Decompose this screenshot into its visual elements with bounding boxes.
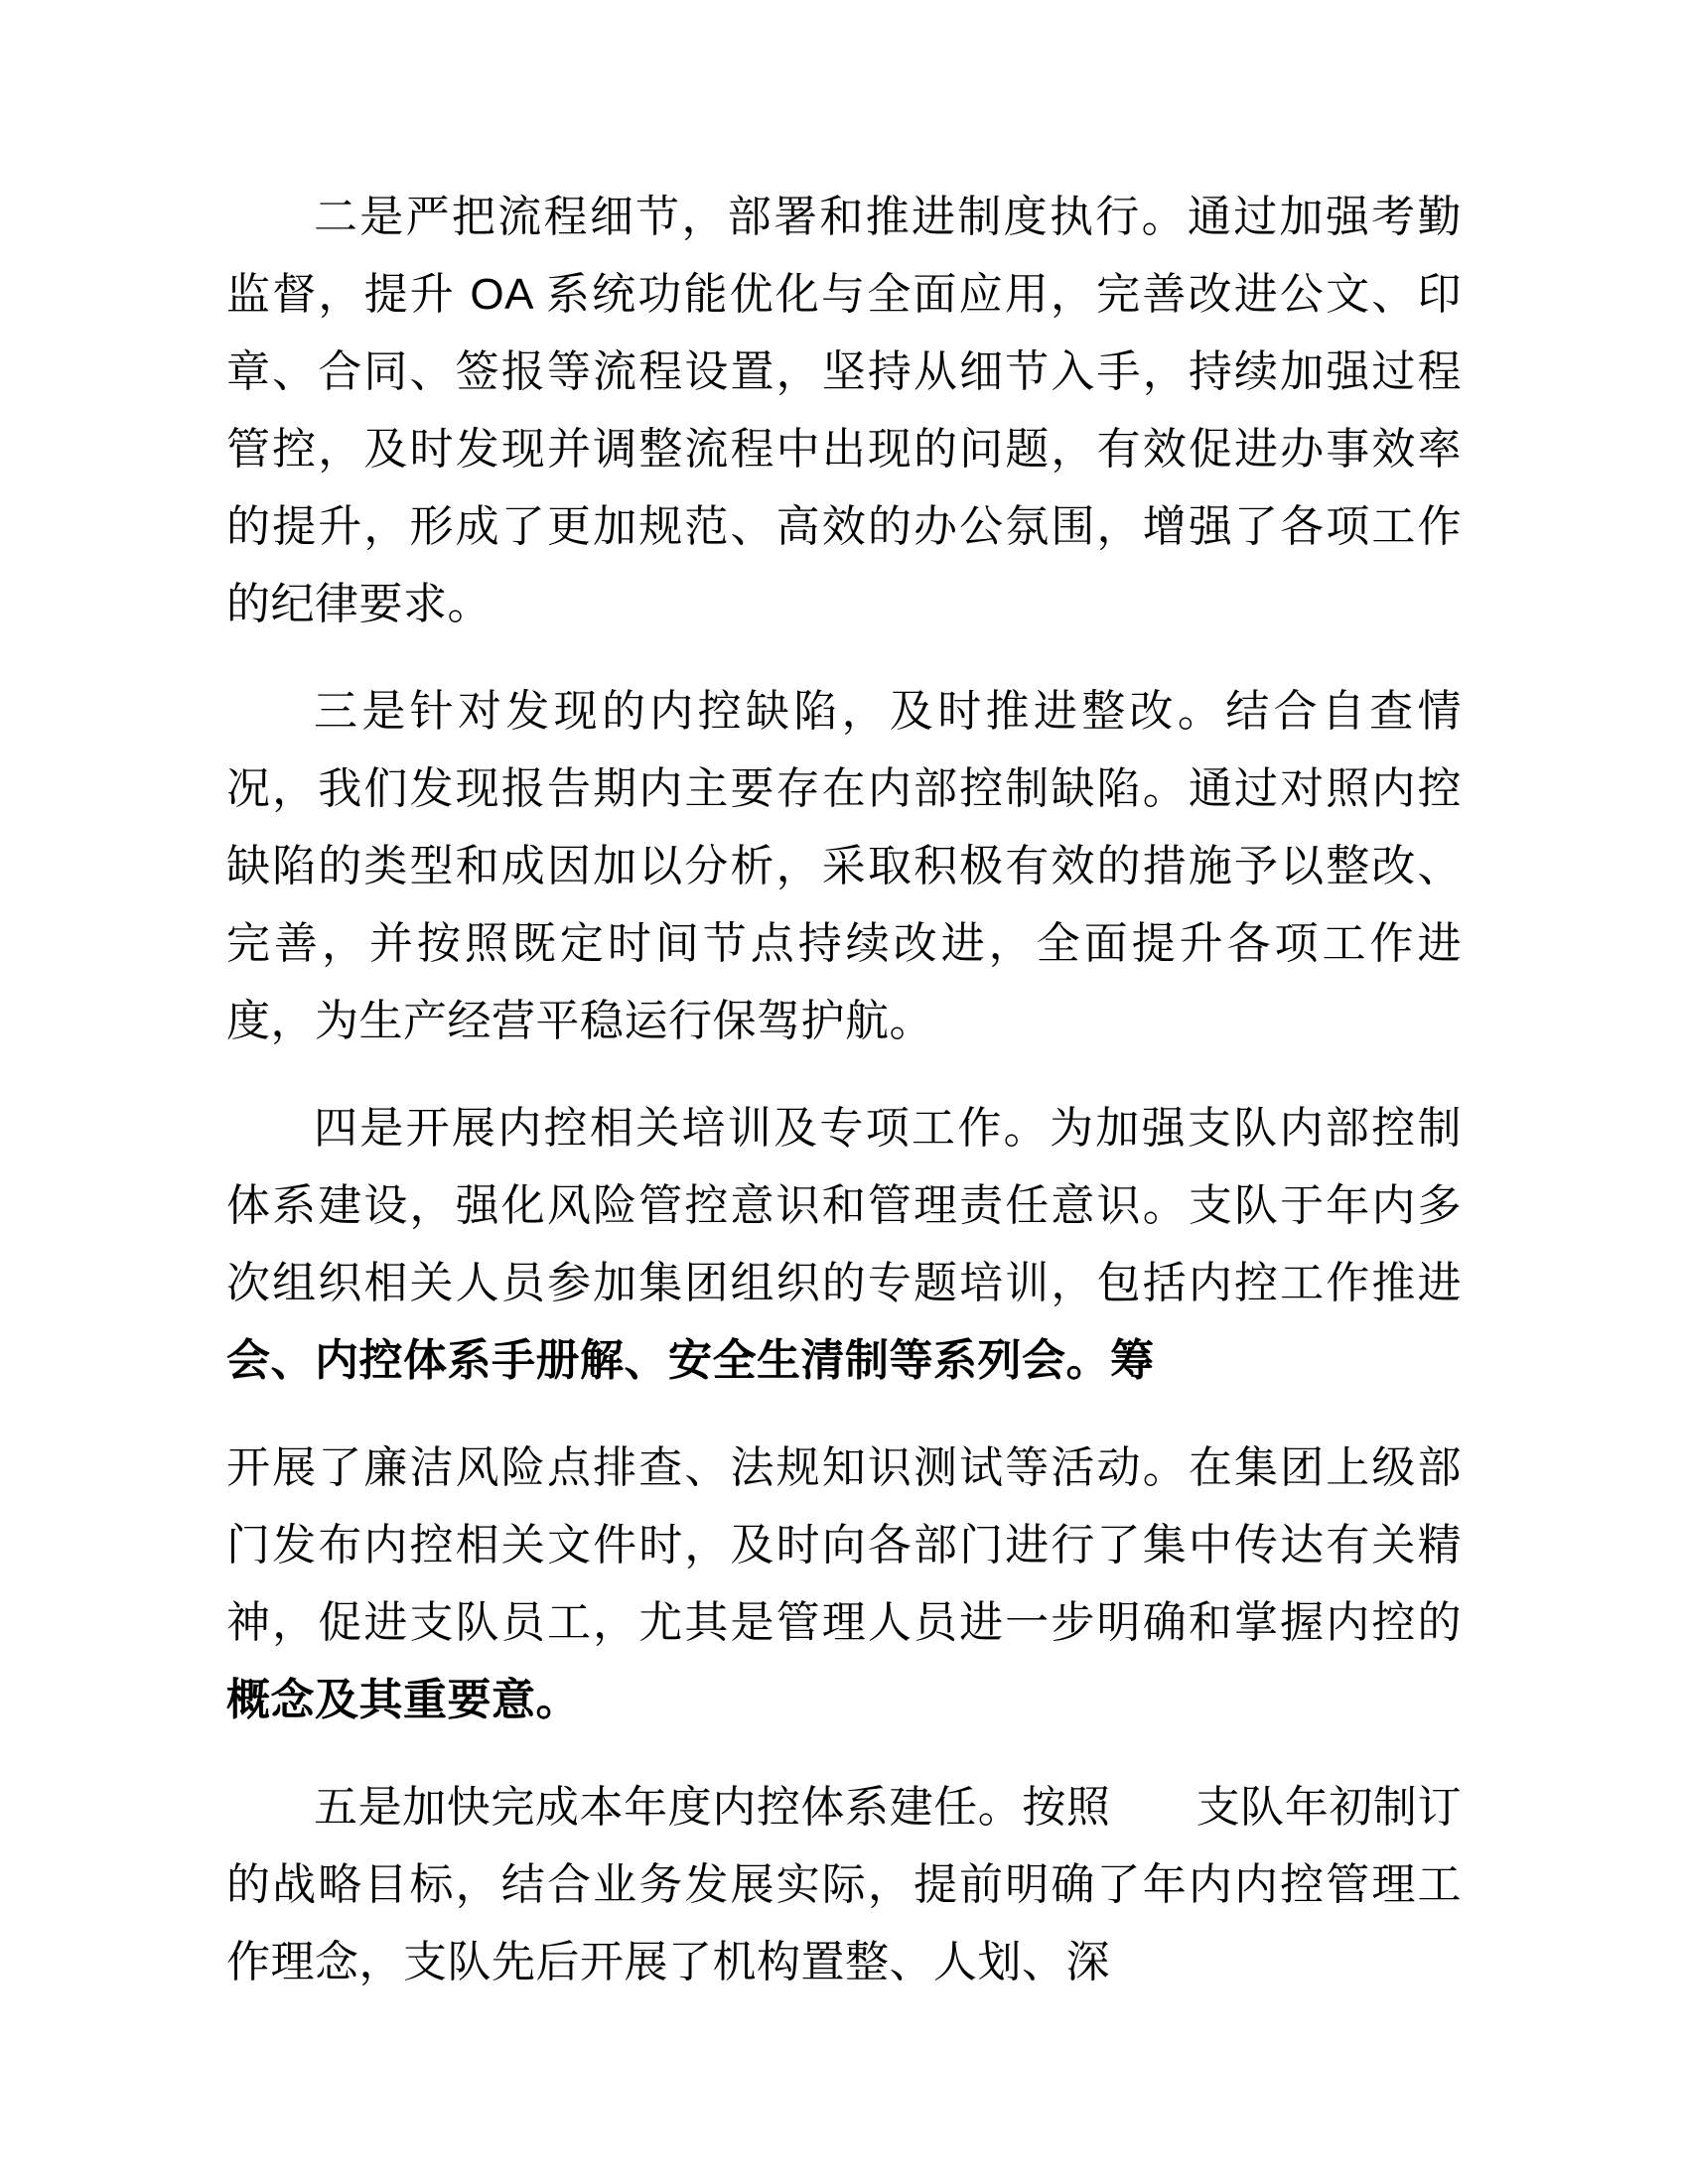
paragraph-text-bold: 概念及其重要意。 xyxy=(226,1676,580,1724)
paragraph-text: 支队年初制订的战略目标，结合业务发展实际，提前明确了年内内控管理工作理念，支队先后开展了机构置整、人划、深 xyxy=(226,1783,1462,1986)
document-paragraph xyxy=(226,673,1462,1060)
document-paragraph xyxy=(226,1769,1462,2001)
paragraph-text: 四是开展内控相关培训及专项工作。为加强支队内部控制体系建设，强化风险管控意识和管理责任意识。支队于年内多次组织相关人员参加集团组织的专题培训，包括内控工作推进 xyxy=(226,1104,1462,1307)
document-paragraph xyxy=(226,1430,1462,1739)
document-paragraph xyxy=(226,1090,1462,1400)
paragraph-text-bold: 会、内控体系手册解、安全生清制等系列会。筹 xyxy=(226,1336,1155,1385)
paragraph-text: 五是加快完成本年度内控体系建任。按照 xyxy=(314,1783,1111,1832)
paragraph-text: 二是严把流程细节，部署和推进制度执行。通过加强考勤监督，提升 OA 系统功能优化与全面应用，完善改进公文、印章、合同、签报等流程设置，坚持从细节入手，持续加强过程管控，及时发现并调整流程中出现的问题，有效促进办事效率的提升，形成了更加规范、高效的办公氛围，增强了各项工作的纪律要求。 xyxy=(226,193,1462,628)
document-paragraph xyxy=(226,179,1462,643)
paragraph-text: 三是针对发现的内控缺陷，及时推进整改。结合自查情况，我们发现报告期内主要存在内部控制缺陷。通过对照内控缺陷的类型和成因加以分析，采取积极有效的措施予以整改、完善，并按照既定时间节点持续改进，全面提升各项工作进度，为生产经营平稳运行保驾护航。 xyxy=(226,687,1462,1045)
document-body xyxy=(226,179,1462,2001)
paragraph-text: 开展了廉洁风险点排查、法规知识测试等活动。在集团上级部门发布内控相关文件时，及时向各部门进行了集中传达有关精神，促进支队员工，尤其是管理人员进一步明确和掌握内控的 xyxy=(226,1443,1462,1647)
